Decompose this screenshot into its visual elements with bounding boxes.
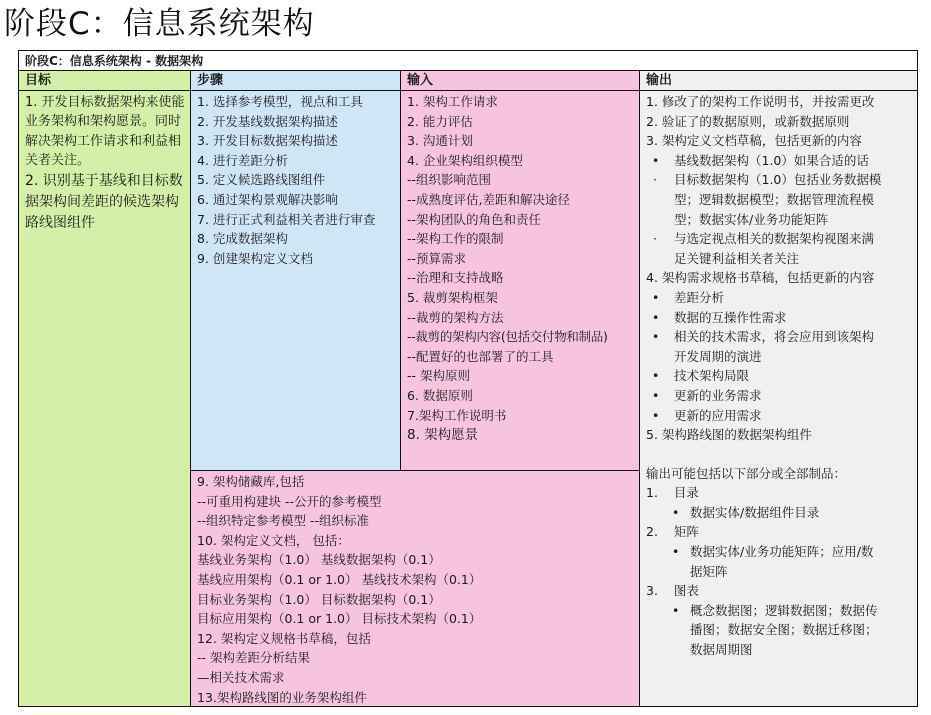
output-bullet: · 目标数据架构（1.0）包括业务数据模	[646, 170, 917, 190]
input-item: 6. 数据原则	[407, 387, 473, 403]
step-item: 7. 进行正式利益相关者进行审查	[197, 211, 376, 227]
output-bullet: • 差距分析	[646, 288, 917, 308]
column-header-input: 输入	[401, 71, 640, 91]
table-header: 阶段C：信息系统架构 - 数据架构	[19, 51, 917, 71]
input-item: 9. 架构储藏库,包括	[197, 474, 305, 489]
step-item: 2. 开发基线数据架构描述	[197, 113, 338, 129]
output-bullet-continued: 型；逻辑数据模型；数据管理流程模	[674, 191, 875, 207]
output-bullet: • 数据的互操作性需求	[646, 308, 917, 328]
input-cell	[401, 91, 640, 470]
input-item: 13.架构路线图的业务架构组件	[197, 689, 367, 705]
output-bullet-continued: 型；数据实体/业务功能矩阵	[674, 211, 829, 227]
input-item: 10. 架构定义文档， 包括：	[197, 532, 350, 548]
step-item: 5. 定义候选路线图组件	[197, 172, 326, 188]
input-continued-cell	[191, 471, 640, 706]
output-bullet-continued: 开发周期的演进	[674, 348, 762, 364]
input-item: --裁剪的架构内容(包括交付物和制品)	[407, 329, 608, 345]
input-item: 目标业务架构（1.0） 目标数据架构（0.1）	[197, 591, 441, 607]
step-item: 8. 完成数据架构	[197, 231, 288, 247]
output-cell	[640, 91, 917, 706]
input-item: 目标应用架构（0.1 or 1.0） 目标技术架构（0.1）	[197, 611, 482, 627]
output-item: 2. 验证了的数据原则，或新数据原则	[646, 113, 850, 129]
step-item: 4. 进行差距分析	[197, 152, 288, 168]
input-item: 3. 沟通计划	[407, 133, 473, 149]
input-item: --架构工作的限制	[407, 231, 504, 247]
step-item: 9. 创建架构定义文档	[197, 250, 313, 266]
goal-cell	[19, 91, 191, 706]
artifact-item-continued: 数据周期图	[690, 642, 753, 658]
output-item: 5. 架构路线图的数据架构组件	[646, 427, 812, 443]
step-item: 1. 选择参考模型，视点和工具	[197, 94, 363, 109]
output-bullet: • 基线数据架构（1.0）如果合适的话	[646, 151, 917, 171]
artifact-category: 3. 图表	[646, 583, 699, 599]
output-bullet: • 技术架构局限	[646, 366, 917, 386]
input-item: 基线应用架构（0.1 or 1.0） 基线技术架构（0.1）	[197, 571, 482, 587]
input-item: --成熟度评估,差距和解决途径	[407, 191, 570, 207]
input-item: --配置好的也部署了的工具	[407, 348, 554, 364]
output-item: 4. 架构需求规格书草稿，包括更新的内容	[646, 270, 875, 286]
input-item: --可重用构建块 --公开的参考模型	[197, 493, 382, 509]
input-item: 7.架构工作说明书	[407, 407, 507, 423]
output-item: 1. 修改了的架构工作说明书，并按需更改	[646, 94, 875, 109]
goal-item: 2. 识别基于基线和目标数据架构间差距的候选架构路线图组件	[25, 172, 183, 231]
column-header-output: 输出	[640, 71, 917, 91]
input-item: -- 架构差距分析结果	[197, 650, 310, 666]
artifact-item: • 数据实体/数据组件目录	[646, 503, 917, 523]
steps-cell	[191, 91, 401, 470]
artifact-item: • 数据实体/业务功能矩阵；应用/数	[646, 542, 917, 562]
artifact-item: • 概念数据图；逻辑数据图；数据传	[646, 601, 917, 621]
input-item: 12. 架构定义规格书草稿，包括	[197, 630, 371, 646]
artifact-category: 1. 目录	[646, 485, 699, 501]
input-item: 2. 能力评估	[407, 113, 473, 129]
input-item: 4. 企业架构组织模型	[407, 152, 523, 168]
output-bullet: • 更新的应用需求	[646, 406, 917, 426]
input-item: 1. 架构工作请求	[407, 94, 498, 109]
step-item: 6. 通过架构景观解决影响	[197, 191, 338, 207]
input-item: --预算需求	[407, 250, 467, 266]
input-item: --治理和支持战略	[407, 270, 504, 286]
input-item: -- 架构原则	[407, 368, 470, 384]
output-bullet: • 相关的技术需求，将会应用到该架构	[646, 327, 917, 347]
step-item: 3. 开发目标数据架构描述	[197, 133, 338, 149]
goal-item: 1. 开发目标数据架构来使能业务架构和架构愿景。同时解决架构工作请求和利益相关者关注。	[25, 95, 185, 169]
phase-c-table	[18, 50, 918, 707]
input-item: --组织特定参考模型 --组织标准	[197, 513, 370, 529]
artifact-item-continued: 播图；数据安全图；数据迁移图；	[690, 622, 878, 638]
output-bullet: • 更新的业务需求	[646, 386, 917, 406]
input-item: 基线业务架构（1.0） 基线数据架构（0.1）	[197, 552, 441, 568]
input-item: 5. 裁剪架构框架	[407, 289, 498, 305]
artifact-category: 2. 矩阵	[646, 524, 699, 540]
artifact-item-continued: 据矩阵	[690, 563, 728, 579]
input-item: --裁剪的架构方法	[407, 309, 504, 325]
input-item: --组织影响范围	[407, 172, 492, 188]
input-item: --架构团队的角色和责任	[407, 211, 542, 227]
artifacts-intro: 输出可能包括以下部分或全部制品：	[646, 465, 847, 481]
output-item: 3. 架构定义文档草稿，包括更新的内容	[646, 133, 862, 149]
output-bullet: · 与选定视点相关的数据架构视图来满	[646, 229, 917, 249]
output-bullet-continued: 足关键利益相关者关注	[674, 250, 800, 266]
input-item: 8. 架构愿景	[407, 427, 479, 444]
column-header-goal: 目标	[19, 71, 191, 91]
page-title: 阶段C：信息系统架构	[4, 6, 315, 42]
input-item: —相关技术需求	[197, 669, 285, 685]
column-header-steps: 步骤	[191, 71, 401, 91]
